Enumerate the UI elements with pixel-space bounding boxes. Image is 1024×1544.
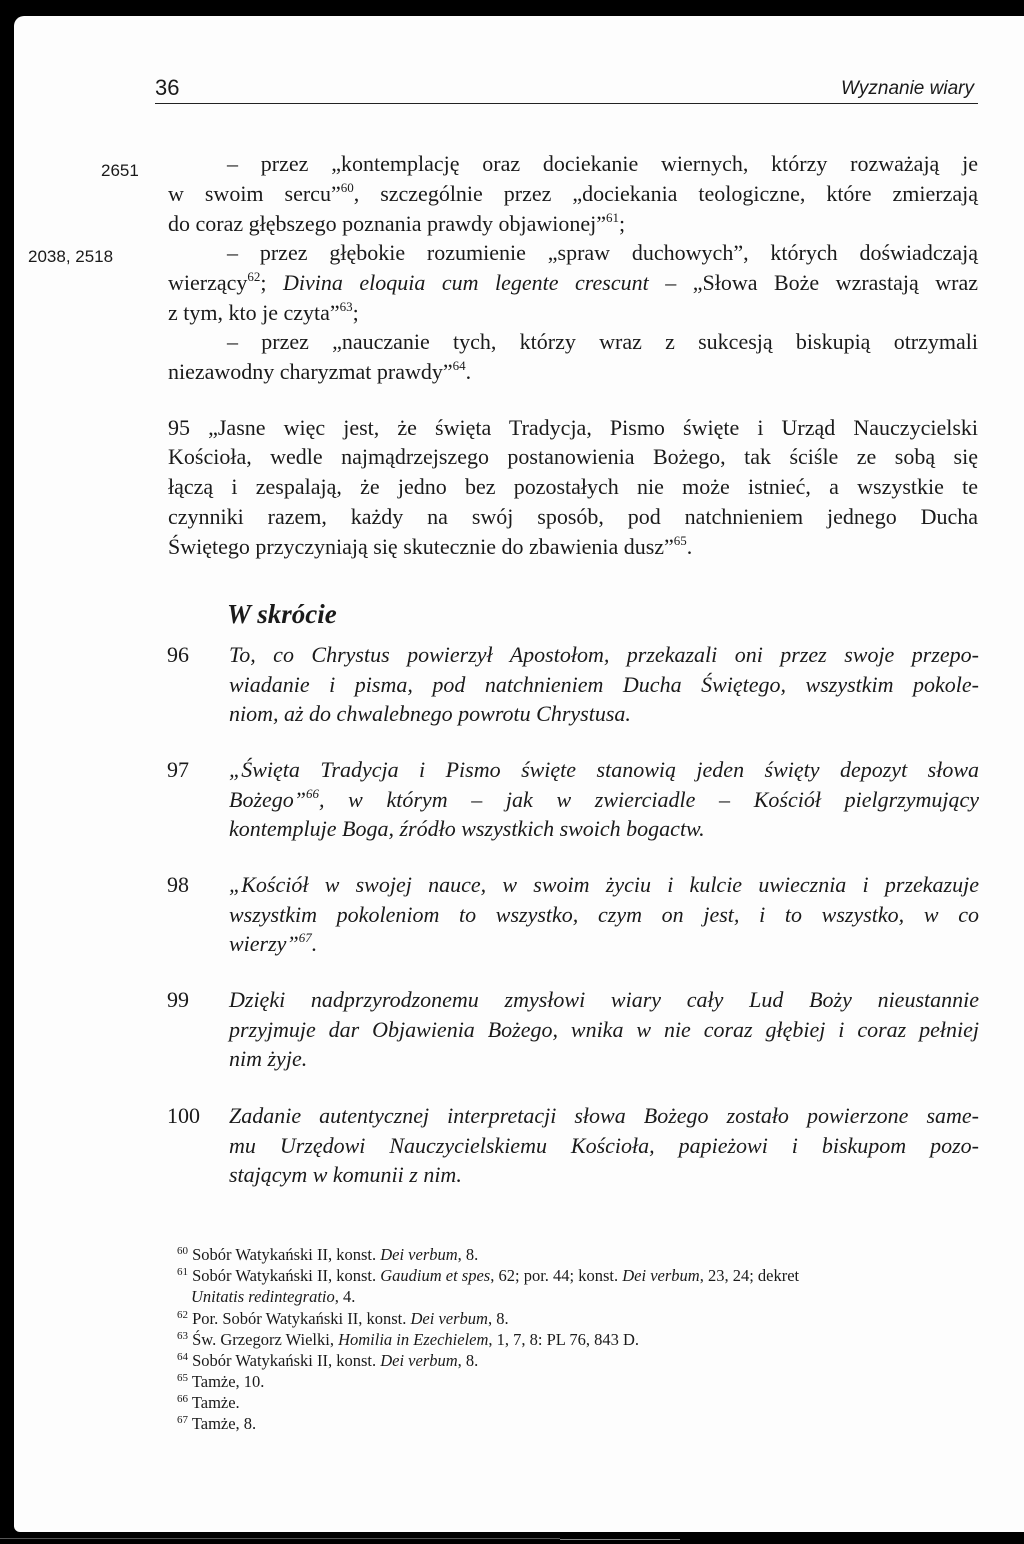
paragraph-95-line: łączą i zespalają, że jedno bez pozostałych nie może istnieć, a wszystkie te — [168, 474, 978, 499]
summary-line: wiadanie i pisma, pod natchnieniem Ducha Świętego, wszystkim pokole- — [229, 671, 979, 697]
body-line: niezawodny charyzmat prawdy”$^{64}$. — [168, 358, 472, 384]
body-line: do coraz głębszego poznania prawdy objawionej”$^{61}$; — [168, 210, 626, 236]
summary-line: stającym w komunii z nim. — [229, 1162, 462, 1187]
summary-item — [229, 757, 979, 846]
summary-number: 96 — [167, 642, 189, 667]
summary-line: nim żyje. — [229, 1046, 308, 1071]
footnote-ref: 65 — [673, 533, 687, 548]
footnote-ref: 67 — [298, 930, 312, 945]
body-line: z tym, kto je czyta”$^{63}$; — [168, 299, 359, 325]
summary-line: „Kościół w swojej nauce, w swoim życiu i kulcie uwiecznia i przekazuje — [229, 872, 979, 897]
summary-number: 99 — [167, 987, 189, 1012]
footnote-ref: 60 — [340, 180, 354, 195]
footnote: $^{60}$ Sobór Watykański II, konst. Dei verbum, 8. — [177, 1245, 479, 1264]
footnote: $^{61}$ Sobór Watykański II, konst. Gaudium et spes, 62; por. 44; konst. Dei verbum, 23, 24; dekret — [177, 1266, 800, 1285]
summary-item — [229, 1103, 979, 1192]
footnote-continuation: Unitatis redintegratio, 4. — [191, 1287, 356, 1306]
footnote: $^{65}$ Tamże, 10. — [177, 1372, 265, 1391]
body-line: – przez „nauczanie tych, którzy wraz z sukcesją biskupią otrzymali — [227, 329, 978, 354]
footnote-ref: 62 — [247, 269, 261, 284]
summary-number: 100 — [167, 1103, 200, 1128]
summary-line: „Święta Tradycja i Pismo święte stanowią jeden święty depozyt słowa — [229, 757, 979, 782]
summary-heading: W skrócie — [227, 599, 337, 629]
header-rule — [155, 103, 978, 104]
summary-line: mu Urzędowi Nauczycielskiemu Kościoła, papieżowi i biskupom pozo- — [229, 1132, 979, 1158]
summary-number: 98 — [167, 872, 189, 897]
summary-item — [229, 987, 979, 1076]
footnote: $^{64}$ Sobór Watykański II, konst. Dei verbum, 8. — [177, 1351, 479, 1370]
paragraph-95-line: 95 „Jasne więc jest, że święta Tradycja, Pismo święte i Urząd Nauczycielski — [168, 415, 978, 440]
body-line: w swoim sercu”$^{60}$, szczególnie przez „dociekania teologiczne, które zmierzają — [168, 180, 978, 206]
footnote: $^{62}$ Por. Sobór Watykański II, konst. Dei verbum, 8. — [177, 1309, 509, 1328]
footnote: $^{66}$ Tamże. — [177, 1393, 240, 1412]
summary-line: To, co Chrystus powierzył Apostołom, przekazali oni przez swoje przepo- — [229, 642, 979, 667]
paragraph-95-line: Kościoła, wedle najmądrzejszego postanowienia Bożego, tak ściśle ze sobą się — [168, 444, 978, 469]
summary-line: Dzięki nadprzyrodzonemu zmysłowi wiary cały Lud Boży nieustannie — [229, 987, 979, 1012]
summary-item — [229, 872, 979, 961]
scan-edge-line — [560, 1539, 680, 1540]
body-line: – przez głębokie rozumienie „spraw duchowych”, których doświadczają — [227, 240, 978, 265]
footnote-ref: 64 — [452, 358, 466, 373]
summary-line: wszystkim pokoleniom to wszystko, czym on jest, i to wszystko, w co — [229, 901, 979, 927]
summary-line: kontempluje Boga, źródło wszystkich swoich bogactw. — [229, 816, 705, 841]
footnote: $^{63}$ Św. Grzegorz Wielki, Homilia in Ezechielem, 1, 7, 8: PL 76, 843 D. — [177, 1330, 640, 1349]
margin-reference: 2651 — [101, 161, 139, 180]
footnote-ref: 66 — [306, 785, 319, 801]
summary-item — [229, 642, 979, 731]
paragraph-95-line: Świętego przyczyniają się skutecznie do zbawienia dusz”$^{65}$. — [168, 533, 693, 559]
summary-line: Zadanie autentycznej interpretacji słowa Bożego zostało powierzone same- — [229, 1103, 979, 1128]
running-header: Wyznanie wiary — [840, 78, 974, 99]
margin-reference: 2038, 2518 — [28, 247, 114, 266]
summary-line: wierzy”$^{67}$. — [229, 930, 318, 956]
summary-line: przyjmuje dar Objawienia Bożego, wnika w nie coraz głębiej i coraz pełniej — [229, 1016, 979, 1042]
summary-line: Bożego”$^{66}$, w którym – jak w zwierciadle – Kościół pielgrzymujący — [229, 785, 979, 812]
scan-edge-line — [0, 1538, 560, 1539]
body-line: wierzący$^{62}$; Divina eloquia cum legente crescunt – „Słowa Boże wzrastają wraz — [168, 269, 978, 295]
body-line: – przez „kontemplację oraz dociekanie wiernych, którzy rozważają je — [227, 151, 978, 176]
footnote-ref: 63 — [339, 299, 353, 314]
footnote-ref: 61 — [606, 210, 619, 225]
footnote: $^{67}$ Tamże, 8. — [177, 1414, 257, 1433]
page-number: 36 — [155, 75, 180, 100]
document-page — [14, 16, 1024, 1532]
summary-line: niom, aż do chwalebnego powrotu Chrystusa. — [229, 701, 631, 726]
paragraph-95-line: czynniki razem, każdy na swój sposób, pod natchnieniem jednego Ducha — [168, 504, 978, 529]
summary-number: 97 — [167, 757, 189, 782]
